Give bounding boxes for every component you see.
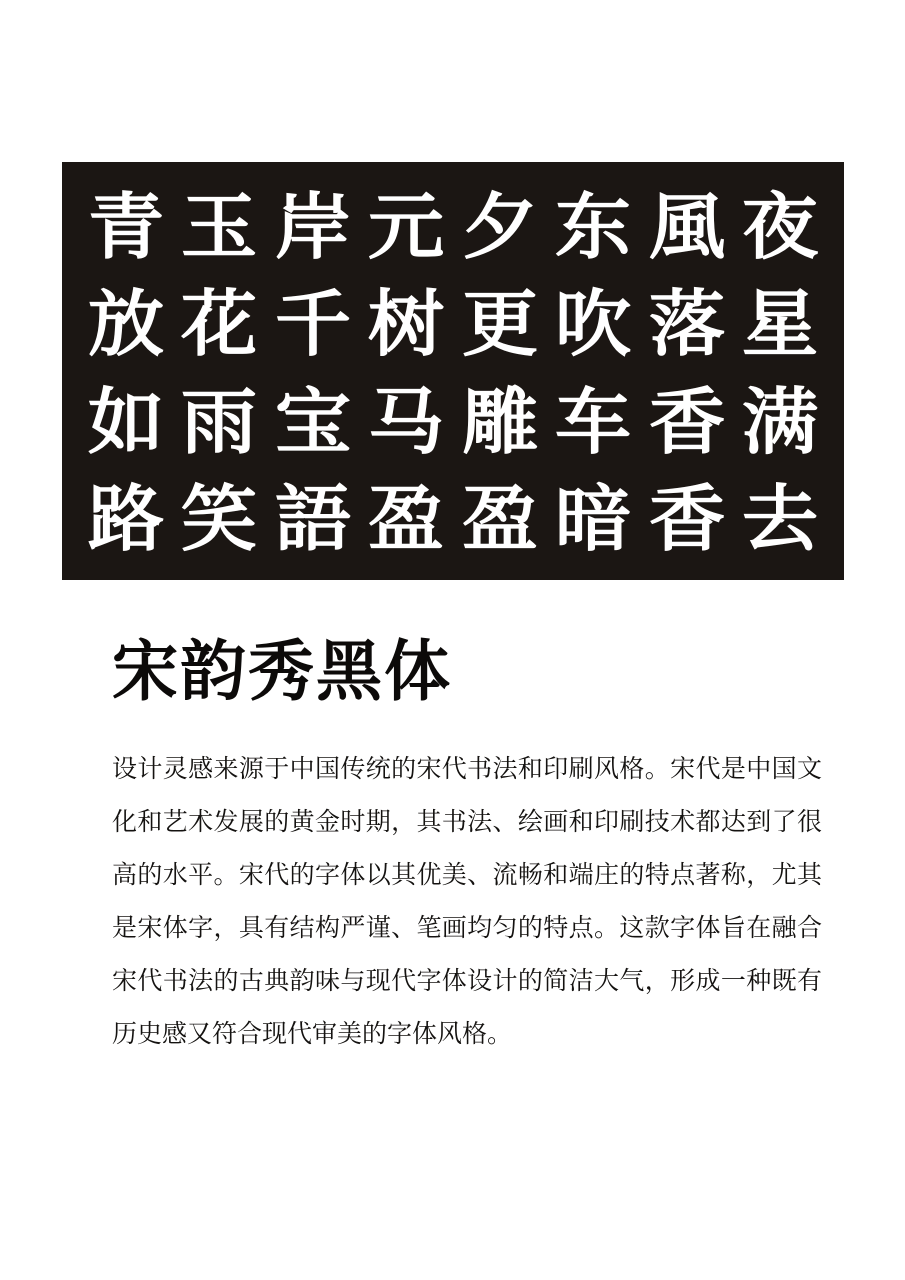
glyph: 盈: [368, 476, 445, 561]
glyph: 語: [274, 476, 352, 561]
glyph: 香: [648, 476, 725, 561]
glyph: 满: [741, 379, 819, 464]
glyph: 树: [368, 282, 445, 367]
glyph: 千: [274, 282, 352, 367]
glyph: 夜: [741, 185, 819, 269]
glyph: 夕: [461, 185, 538, 269]
glyph: 笑: [181, 476, 258, 561]
glyph: 星: [741, 282, 819, 367]
glyph: 岸: [274, 185, 352, 269]
glyph: 元: [368, 185, 445, 269]
glyph: 暗: [554, 476, 632, 561]
glyph-specimen-panel: [62, 162, 844, 580]
glyph: 更: [461, 282, 538, 367]
description-paragraph: 设计灵感来源于中国传统的宋代书法和印刷风格。宋代是中国文化和艺术发展的黄金时期，其书法、绘画和印刷技术都达到了很高的水平。宋代的字体以其优美、流畅和端庄的特点著称，尤其是宋体字，具有结构严谨、笔画均匀的特点。这款字体旨在融合宋代书法的古典韵味与现代字体设计的简洁大气，形成一种既有历史感又符合现代审美的字体风格。: [112, 754, 822, 1048]
glyph: 去: [741, 476, 819, 561]
glyph: 盈: [461, 476, 538, 561]
glyph: 如: [87, 379, 165, 464]
glyph-row: [86, 184, 820, 270]
glyph: 路: [87, 476, 165, 561]
glyph: 吹: [554, 282, 632, 367]
glyph: 青: [87, 185, 165, 269]
page-title: 宋韵秀黑体: [112, 632, 452, 710]
glyph: 玉: [181, 185, 258, 269]
glyph: 風: [648, 185, 725, 269]
glyph: 东: [554, 185, 632, 269]
glyph: 雕: [461, 379, 538, 464]
glyph: 落: [648, 282, 725, 367]
glyph: 放: [87, 282, 165, 367]
glyph: 车: [554, 379, 632, 464]
glyph-row: [86, 476, 820, 562]
glyph: 雨: [181, 379, 258, 464]
glyph: 宝: [274, 379, 352, 464]
glyph-row: [86, 281, 820, 367]
glyph: 花: [181, 282, 258, 367]
glyph: 马: [368, 379, 445, 464]
glyph: 香: [648, 379, 725, 464]
glyph-row: [86, 379, 820, 465]
